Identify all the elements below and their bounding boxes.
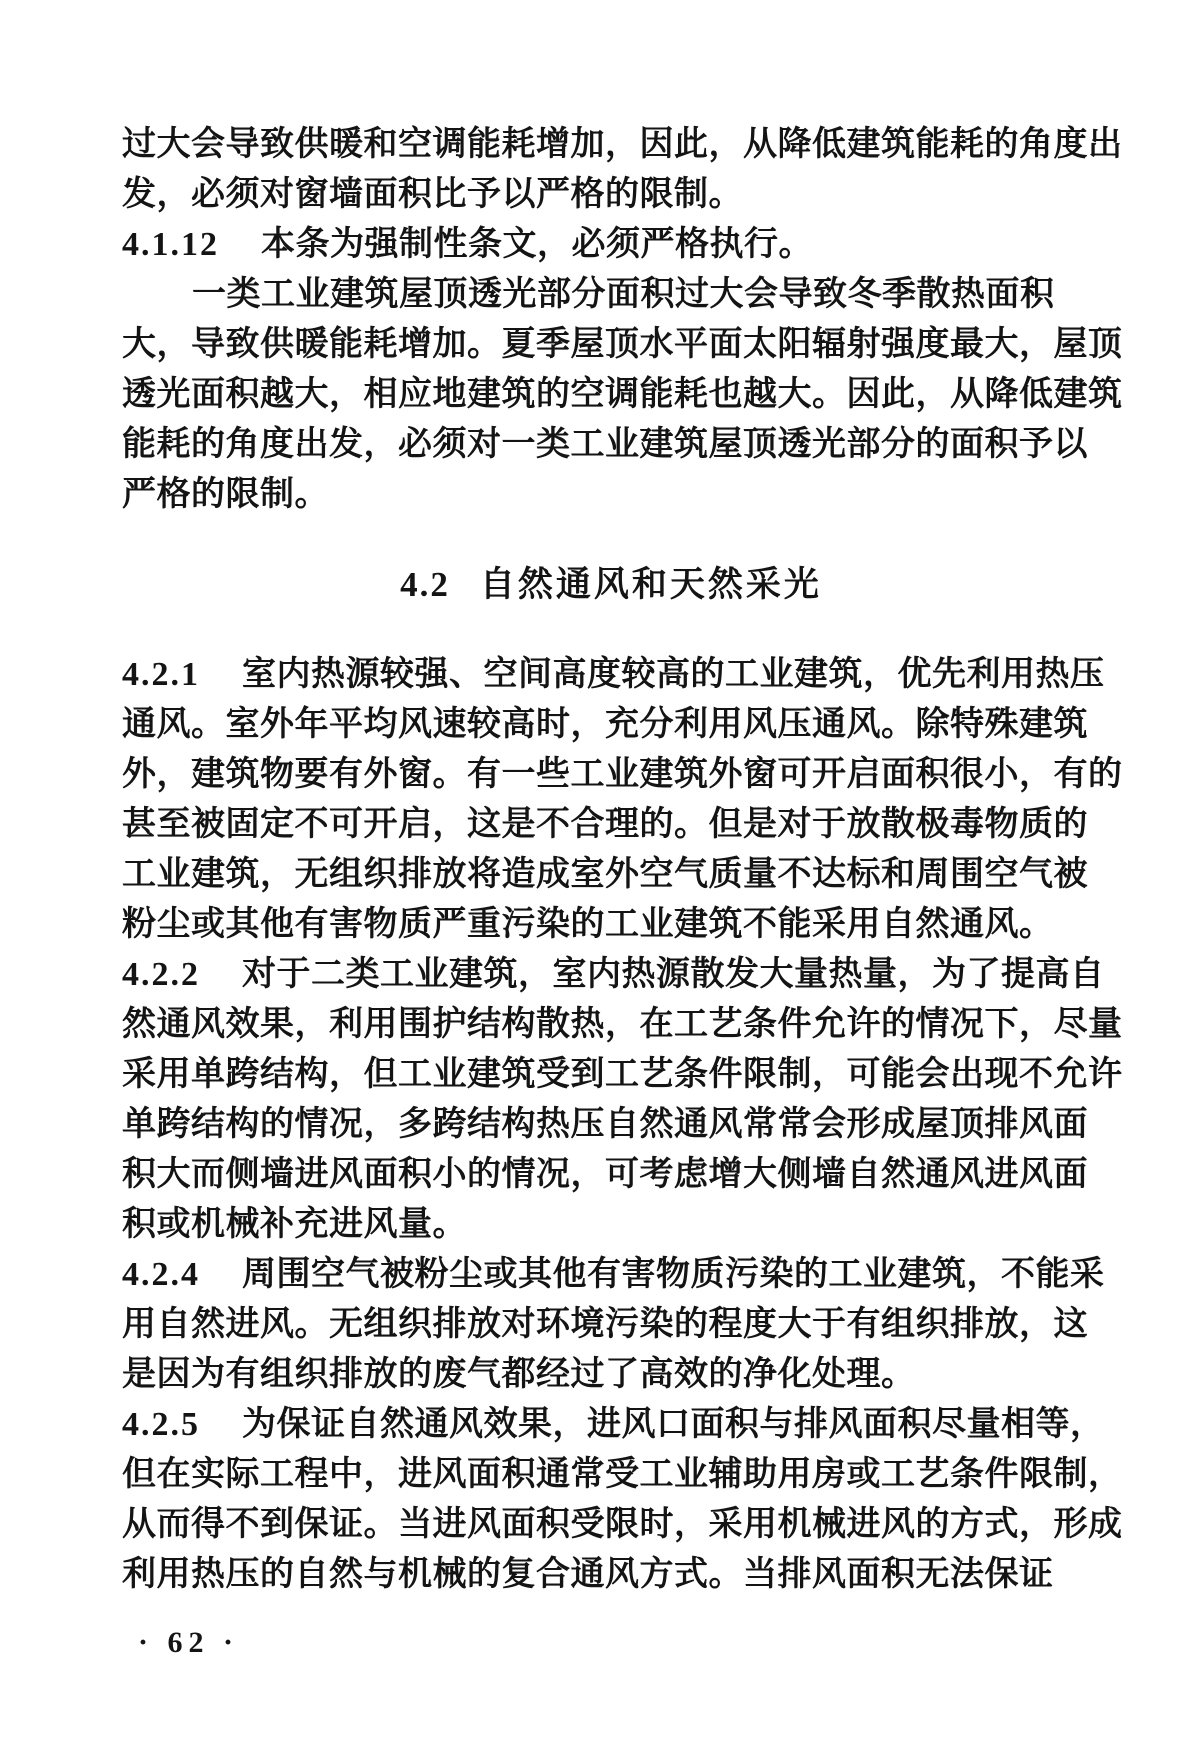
text-line bbox=[122, 370, 1123, 420]
line-text: 然通风效果，利用围护结构散热，在工艺条件允许的情况下，尽量 bbox=[122, 1006, 1123, 1043]
paragraph bbox=[122, 650, 1123, 950]
text-line bbox=[122, 170, 1100, 220]
line-text: 严格的限制。 bbox=[122, 476, 329, 513]
line-text: 粉尘或其他有害物质严重污染的工业建筑不能采用自然通风。 bbox=[122, 906, 1054, 943]
line-text: 室内热源较强、空间高度较高的工业建筑，优先利用热压 bbox=[242, 656, 1105, 693]
line-text: 采用单跨结构，但工业建筑受到工艺条件限制，可能会出现不允许 bbox=[122, 1056, 1123, 1093]
paragraph bbox=[122, 120, 1123, 220]
text-line bbox=[122, 1200, 1100, 1250]
page-number: · 62 · bbox=[138, 1626, 240, 1659]
text-line bbox=[122, 850, 1100, 900]
paragraph bbox=[122, 1400, 1123, 1600]
section-number: 4.2.2 bbox=[122, 956, 200, 993]
section-number: 4.2.4 bbox=[122, 1256, 200, 1293]
section-number: 4.1.12 bbox=[122, 226, 219, 263]
text-line bbox=[122, 1500, 1123, 1550]
text-line bbox=[122, 800, 1100, 850]
line-text: 通风。室外年平均风速较高时，充分利用风压通风。除特殊建筑 bbox=[122, 706, 1088, 743]
line-text: 外，建筑物要有外窗。有一些工业建筑外窗可开启面积很小，有的 bbox=[122, 756, 1123, 793]
line-text: 对于二类工业建筑，室内热源散发大量热量，为了提高自 bbox=[242, 956, 1105, 993]
text-line bbox=[122, 270, 1100, 320]
line-text: 本条为强制性条文，必须严格执行。 bbox=[261, 226, 813, 263]
text-line bbox=[122, 1450, 1123, 1500]
page-footer bbox=[122, 1626, 1100, 1660]
text-line bbox=[122, 1000, 1123, 1050]
text-line bbox=[122, 1100, 1100, 1150]
line-text: 能耗的角度出发，必须对一类工业建筑屋顶透光部分的面积予以 bbox=[122, 426, 1088, 463]
line-text: 积大而侧墙进风面积小的情况，可考虑增大侧墙自然通风进风面 bbox=[122, 1156, 1088, 1193]
text-line bbox=[122, 750, 1123, 800]
text-line bbox=[122, 470, 1100, 520]
text-line bbox=[122, 1250, 1105, 1300]
text-line bbox=[122, 1050, 1123, 1100]
text-line bbox=[122, 320, 1123, 370]
paragraph bbox=[122, 220, 1100, 270]
text-line bbox=[122, 1300, 1100, 1350]
line-text: 积或机械补充进风量。 bbox=[122, 1206, 467, 1243]
paragraph bbox=[122, 1250, 1105, 1400]
paragraph bbox=[122, 950, 1123, 1250]
line-text: 过大会导致供暖和空调能耗增加，因此，从降低建筑能耗的角度出 bbox=[122, 126, 1123, 163]
section-heading bbox=[122, 560, 1100, 610]
text-line bbox=[122, 700, 1100, 750]
section-number: 4.2.5 bbox=[122, 1406, 200, 1443]
line-text: 透光面积越大，相应地建筑的空调能耗也越大。因此，从降低建筑 bbox=[122, 376, 1123, 413]
line-text: 甚至被固定不可开启，这是不合理的。但是对于放散极毒物质的 bbox=[122, 806, 1088, 843]
line-text: 但在实际工程中，进风面积通常受工业辅助用房或工艺条件限制， bbox=[122, 1456, 1123, 1493]
line-text: 发，必须对窗墙面积比予以严格的限制。 bbox=[122, 176, 743, 213]
line-text: 一类工业建筑屋顶透光部分面积过大会导致冬季散热面积 bbox=[192, 276, 1055, 313]
line-text: 为保证自然通风效果，进风口面积与排风面积尽量相等， bbox=[242, 1406, 1105, 1443]
text-line bbox=[122, 650, 1105, 700]
line-text: 大，导致供暖能耗增加。夏季屋顶水平面太阳辐射强度最大，屋顶 bbox=[122, 326, 1123, 363]
text-line bbox=[122, 1150, 1100, 1200]
section-number: 4.2.1 bbox=[122, 656, 200, 693]
heading-title: 自然通风和天然采光 bbox=[479, 565, 822, 604]
document-body bbox=[122, 120, 1123, 1660]
heading-number: 4.2 bbox=[400, 565, 450, 604]
paragraph bbox=[122, 270, 1123, 520]
line-text: 从而得不到保证。当进风面积受限时，采用机械进风的方式，形成 bbox=[122, 1506, 1123, 1543]
text-line bbox=[122, 120, 1123, 170]
text-line bbox=[122, 1550, 1100, 1600]
text-line bbox=[122, 900, 1100, 950]
text-line bbox=[122, 1350, 1100, 1400]
line-text: 是因为有组织排放的废气都经过了高效的净化处理。 bbox=[122, 1356, 916, 1393]
text-line bbox=[122, 220, 1100, 270]
line-text: 工业建筑，无组织排放将造成室外空气质量不达标和周围空气被 bbox=[122, 856, 1088, 893]
line-text: 用自然进风。无组织排放对环境污染的程度大于有组织排放，这 bbox=[122, 1306, 1088, 1343]
text-line bbox=[122, 1400, 1105, 1450]
text-line bbox=[122, 420, 1100, 470]
line-text: 利用热压的自然与机械的复合通风方式。当排风面积无法保证 bbox=[122, 1556, 1054, 1593]
line-text: 单跨结构的情况，多跨结构热压自然通风常常会形成屋顶排风面 bbox=[122, 1106, 1088, 1143]
line-text: 周围空气被粉尘或其他有害物质污染的工业建筑，不能采 bbox=[242, 1256, 1105, 1293]
text-line bbox=[122, 950, 1105, 1000]
